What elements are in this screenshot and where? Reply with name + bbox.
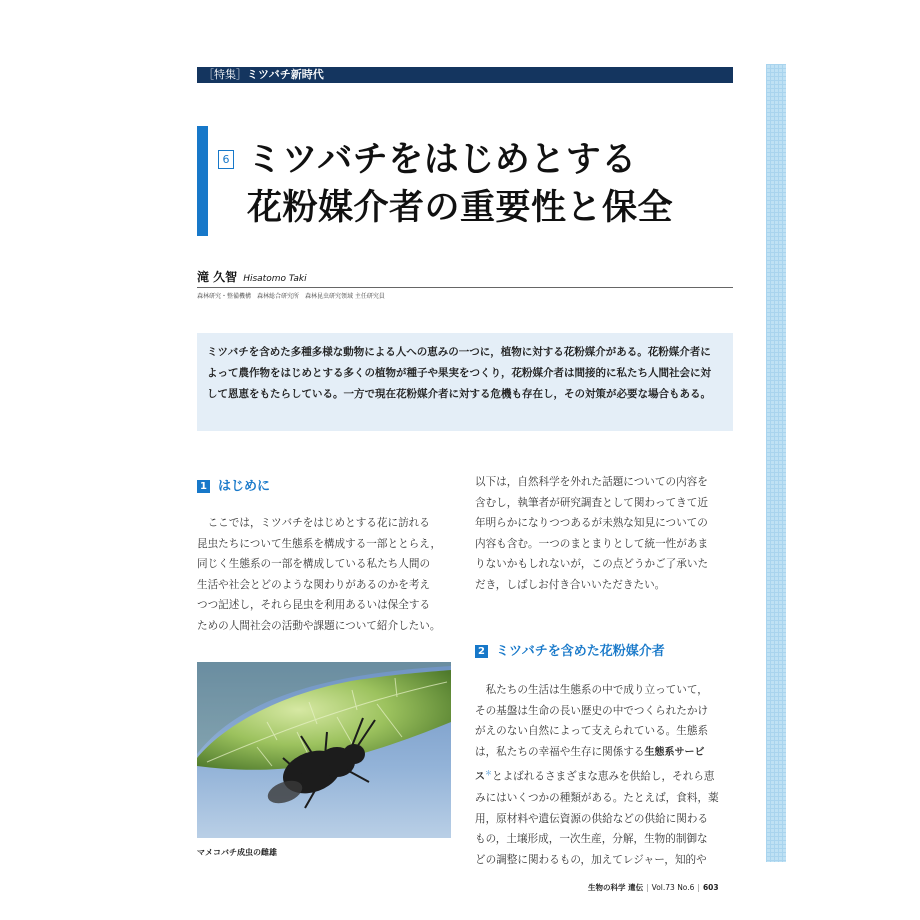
text-line: 用，原材料や遺伝資源の供給などの供給に関わる [475,812,709,825]
text-line: みにはいくつかの種類がある。たとえば，食料，薬 [475,792,719,805]
figure-caption: マメコバチ成虫の雌雄 [197,848,277,857]
text-line: 内容も含む。一つのまとまりとして統一性があま [475,537,709,550]
text-line: 以下は，自然科学を外れた話題についての内容を [475,476,708,488]
text-line: ための人間社会の活動や課題について紹介したい。 [197,619,441,632]
text-segment: とよばれるさまざまな恵みを供給し，それら恵 [492,770,715,783]
page-footer: 生物の科学 遺伝 | Vol.73 No.6 | 603 [588,883,719,892]
feature-bracket-label: ［特集］ [203,68,247,81]
title-accent-bar [197,126,208,236]
decorative-sidebar [766,64,786,862]
text-line: もの，土壌形成，一次生産，分解，生物的制御な [475,833,708,846]
author-roman: Hisatomo Taki [243,274,307,284]
text-line: りないかもしれないが，この点どうかご了承いた [475,558,709,570]
right-column-continuation [475,472,737,595]
text-line: がえのない自然によって支えられている。生態系 [475,725,709,737]
section-2-number: 2 [475,645,488,658]
text-line: 同じく生態系の一部を構成している私たち人間の [197,558,431,570]
text-line: 含むし，執筆者が研究調査として関わってきて近 [475,496,708,509]
journal-volume: Vol.73 No.6 [651,883,695,892]
section-2-title: ミツバチを含めた花粉媒介者 [496,644,665,659]
section-1-body [197,513,459,636]
author [197,268,307,285]
glossary-term-end: ス [475,771,485,783]
glossary-mark: ＊ [485,769,492,777]
section-1-number: 1 [197,480,210,493]
page-number: 603 [702,883,719,892]
journal-name: 生物の科学 遺伝 [588,883,644,892]
title-line-2: 花粉媒介者の重要性と保全 [247,188,674,228]
text-line: ここでは，ミツバチをはじめとする花に訪れる [197,517,430,529]
text-line: 昆虫たちについて生態系を構成する一部ととらえ， [197,537,442,550]
text-line [475,742,737,764]
text-line [475,763,737,788]
author-rule [197,287,733,288]
text-line: 年明らかになりつつあるが未熟な知見についての [475,517,708,529]
feature-title: ミツバチ新時代 [247,68,324,81]
text-line: 私たちの生活は生態系の中で成り立っていて， [475,684,708,696]
text-line: だき，しばしお付き合いいただきたい。 [475,578,666,591]
text-line: 生活や社会とどのような関わりがあるのかを考え [197,578,431,591]
article-title [247,136,673,232]
text-segment: は，私たちの幸福や生存に関係する [475,745,645,758]
article-number: 6 [218,150,234,169]
title-line-1: ミツバチをはじめとする [247,140,637,180]
section-1-heading [197,475,270,494]
section-1-title: はじめに [218,479,271,494]
glossary-term: 生態系サービ [644,746,705,758]
abstract-text: ミツバチを含めた多種多様な動物による人への恵みの一つに，植物に対する花粉媒介がある。花粉媒介者によって農作物をはじめとする多くの植物が種子や果実をつくり，花粉媒介者は間接的に私たち人間社会に対して恩恵をもたらしている。一方で現在花粉媒介者に対する危機も存在し，その対策が必要な場合もある。 [207,346,711,400]
text-line: つつ記述し，それら昆虫を利用あるいは保全する [197,599,431,611]
author-affiliation: 森林研究・整備機構 森林総合研究所 森林昆虫研究領域 主任研究員 [197,293,385,300]
feature-banner [197,67,733,83]
text-line: その基盤は生命の長い歴史の中でつくられたかけ [475,704,709,717]
author-name: 滝 久智 [197,270,238,284]
section-2-heading [475,640,665,659]
section-2-body [475,680,737,870]
abstract-box [197,333,733,431]
bee-photo [197,662,451,838]
text-line: どの調整に関わるもの，加えてレジャー，知的や [475,853,707,866]
